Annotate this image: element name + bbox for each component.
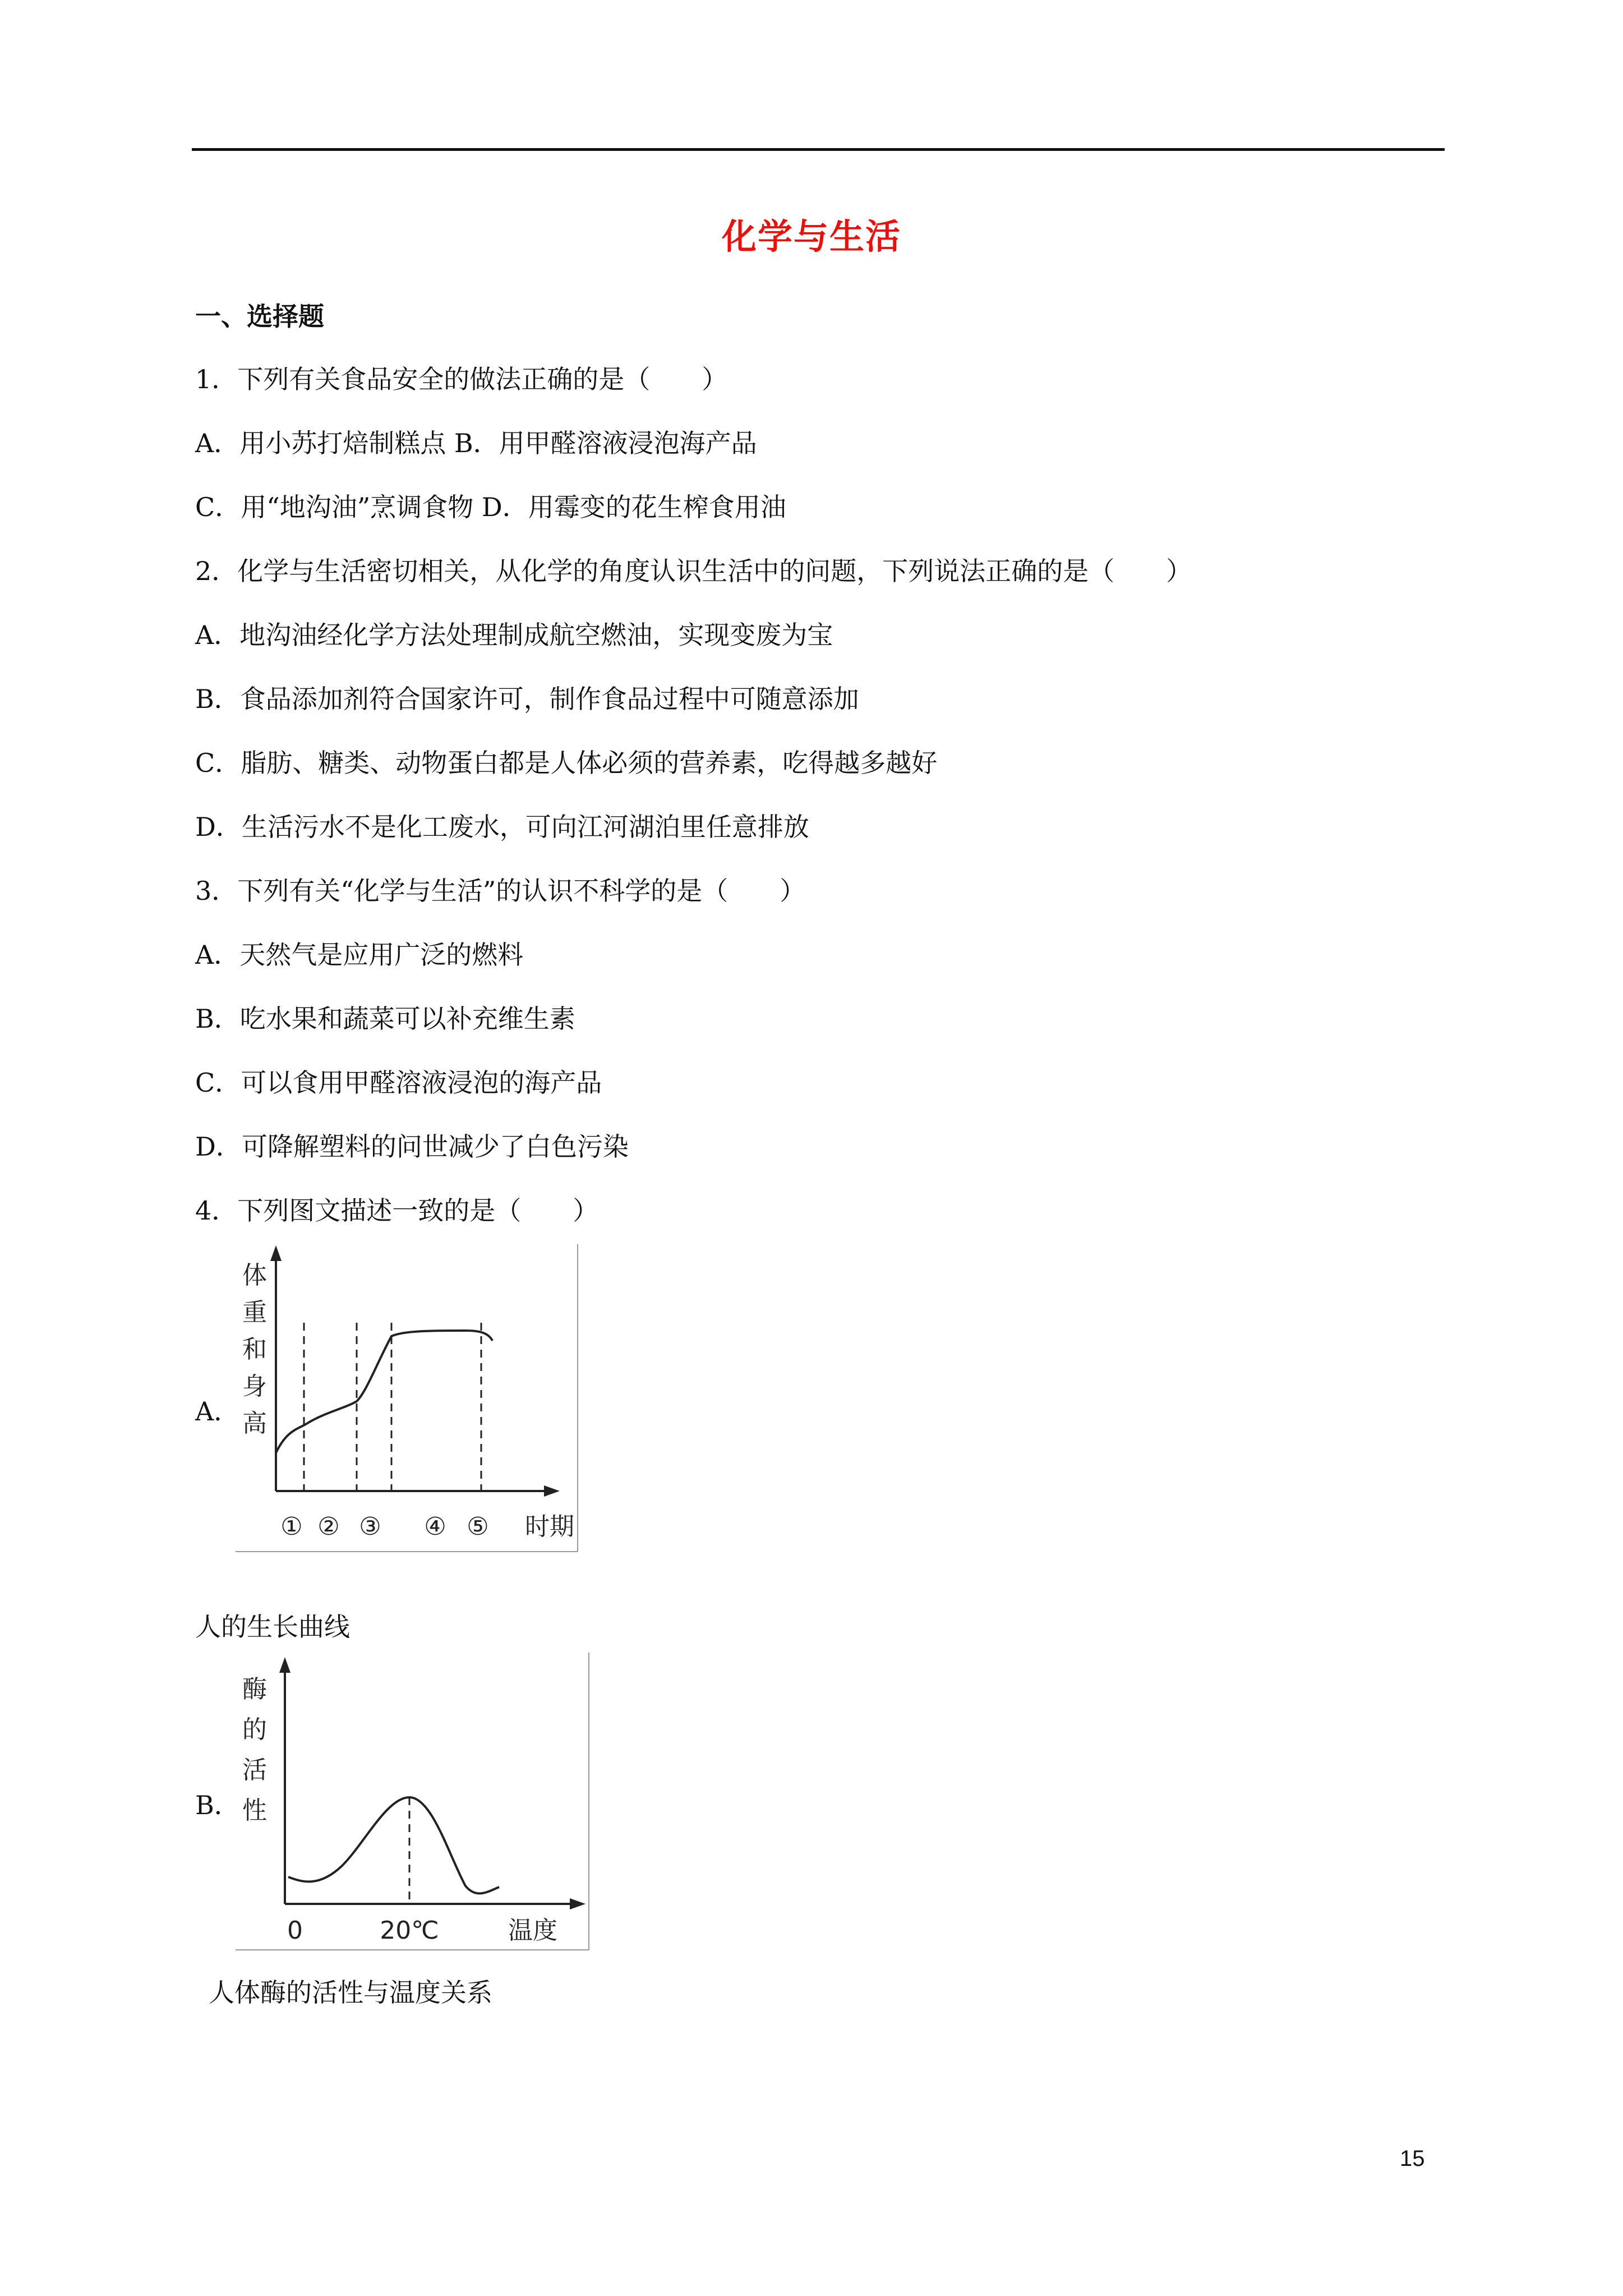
figure-a-tick-4: ④ (424, 1512, 446, 1541)
page-title: 化学与生活 (721, 216, 901, 257)
question-3-option-a: A．天然气是应用广泛的燃料 (195, 940, 524, 970)
figure-b-y-arrow (279, 1657, 291, 1673)
question-1-options-ab: A．用小苏打焙制糕点 B．用甲醛溶液浸泡海产品 (195, 428, 757, 458)
figure-a-ylabel-2: 重 (242, 1298, 267, 1327)
question-2-option-b: B．食品添加剂符合国家许可，制作食品过程中可随意添加 (195, 684, 859, 714)
question-2-option-d: D．生活污水不是化工废水，可向江河湖泊里任意排放 (195, 812, 809, 842)
figure-a-tick-1: ① (280, 1512, 303, 1541)
figure-a-ylabel-3: 和 (242, 1335, 267, 1364)
figure-a-y-arrow (270, 1245, 282, 1261)
figure-a-growth-curve (236, 1244, 583, 1553)
question-2-option-c: C．脂肪、糖类、动物蛋白都是人体必须的营养素，吃得越多越好 (195, 748, 938, 778)
figure-a-ylabel-1: 体 (242, 1261, 267, 1290)
figure-b-ylabel-1: 酶 (242, 1675, 267, 1704)
figure-b-xtick-0: 0 (287, 1916, 303, 1945)
figure-b-option-label: B． (195, 1790, 240, 1820)
figure-b-ylabel-2: 的 (242, 1715, 267, 1744)
figure-b-x-arrow (570, 1898, 585, 1910)
section-heading: 一、选择题 (195, 301, 324, 332)
question-2: 2．化学与生活密切相关，从化学的角度认识生活中的问题，下列说法正确的是（ ） (195, 556, 1192, 586)
question-3-option-b: B．吃水果和蔬菜可以补充维生素 (195, 1004, 575, 1034)
figure-b-activity-line (288, 1797, 499, 1893)
figure-a-xlabel: 时期 (525, 1512, 574, 1541)
question-2-option-a: A．地沟油经化学方法处理制成航空燃油，实现变废为宝 (195, 620, 833, 650)
figure-a-tick-5: ⑤ (467, 1512, 489, 1541)
figure-b-ylabel-4: 性 (242, 1796, 267, 1825)
header-rule (192, 148, 1445, 151)
figure-b-xlabel: 温度 (508, 1916, 557, 1945)
figure-b-xtick-20: 20℃ (380, 1916, 439, 1945)
question-3: 3．下列有关“化学与生活”的认识不科学的是（ ） (195, 876, 806, 906)
figure-a-caption: 人的生长曲线 (195, 1612, 350, 1642)
figure-b-ylabel-3: 活 (242, 1756, 267, 1784)
figure-a-tick-2: ② (317, 1512, 340, 1541)
figure-b-enzyme-curve (236, 1653, 594, 1953)
figure-a-growth-line (276, 1331, 492, 1453)
page-number: 15 (1400, 2146, 1425, 2171)
figure-a-x-arrow (544, 1485, 560, 1497)
question-3-option-c: C．可以食用甲醛溶液浸泡的海产品 (195, 1068, 602, 1098)
figure-a-ylabel-5: 高 (242, 1409, 267, 1438)
question-3-option-d: D．可降解塑料的问世减少了白色污染 (195, 1131, 629, 1162)
question-4: 4．下列图文描述一致的是（ ） (195, 1195, 599, 1226)
figure-a-ylabel-4: 身 (242, 1372, 267, 1401)
figure-b-caption: 人体酶的活性与温度关系 (209, 1977, 492, 2008)
question-1-options-cd: C．用“地沟油”烹调食物 D．用霉变的花生榨食用油 (195, 492, 786, 522)
figure-a-tick-3: ③ (359, 1512, 381, 1541)
figure-a-option-label: A． (195, 1396, 240, 1427)
question-1: 1．下列有关食品安全的做法正确的是（ ） (195, 364, 728, 394)
